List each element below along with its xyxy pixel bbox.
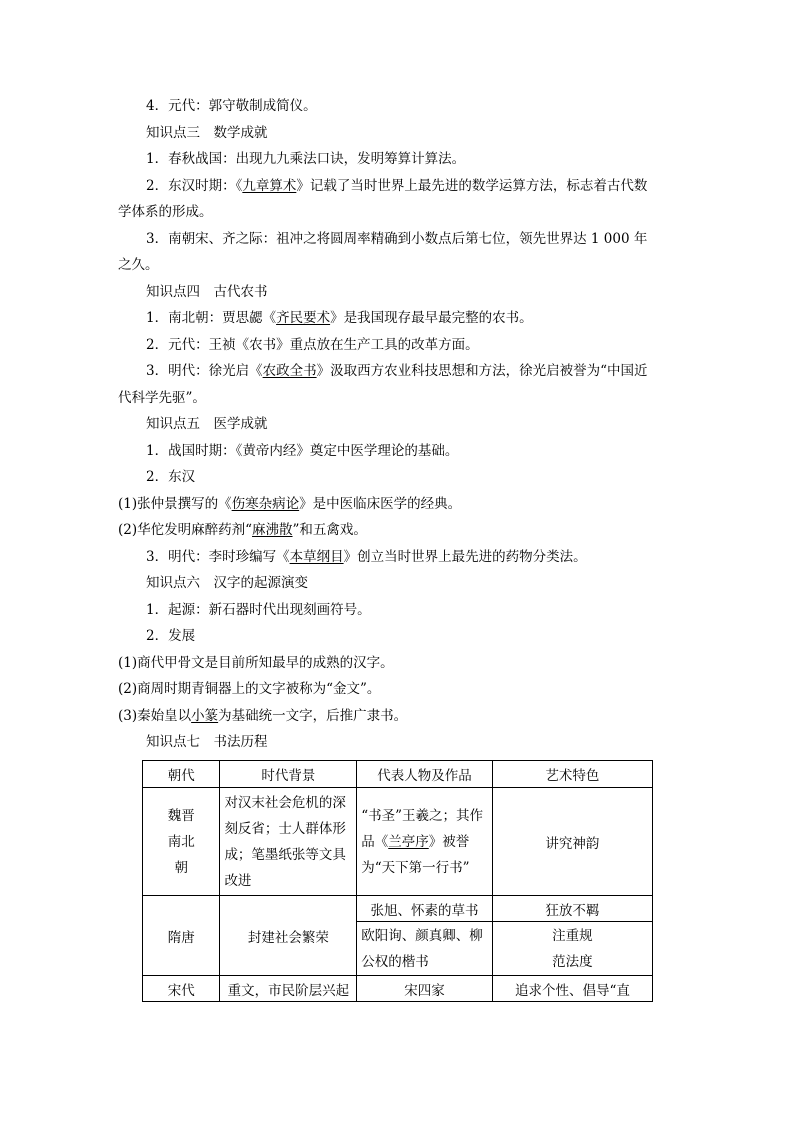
dynasty-line: 魏晋	[167, 807, 195, 824]
table-header-cell: 朝代	[143, 761, 220, 788]
table-header-cell: 时代背景	[220, 761, 357, 788]
dynasty-line: 朝	[174, 859, 188, 876]
paragraph-11: 1．战国时期：《黄帝内经》奠定中医学理论的基础。	[146, 442, 459, 459]
paragraph-3: 1．春秋战国：出现九九乘法口诀，发明筹算计算法。	[146, 151, 466, 167]
table-row	[143, 976, 653, 1002]
section-heading-6: 知识点六 汉字的起源演变	[146, 575, 308, 591]
paragraph-8: 2．元代：王祯《农书》重点放在生产工具的改革方面。	[146, 336, 479, 353]
table-cell-background: 封建社会繁荣	[220, 896, 357, 976]
calligraphy-table	[142, 760, 653, 1002]
table-row	[143, 788, 653, 896]
dynasty-line: 南北	[167, 833, 195, 850]
table-cell-figures: 欧阳询、颜真卿、柳公权的楷书	[357, 922, 493, 976]
paragraph-18: 2．发展	[146, 628, 196, 644]
paragraph-4: 2．东汉时期：《九章算术》记载了当时世界上最先进的数学运算方法，标志着古代数学体系的形成。	[118, 177, 648, 220]
table-cell-feature	[492, 922, 652, 976]
table-cell-feature: 讲究神韵	[492, 788, 652, 896]
section-heading-7: 知识点七 书法历程	[146, 734, 268, 750]
table-cell-feature: 狂放不羁	[492, 896, 652, 922]
paragraph-5: 3．南朝宋、齐之际：祖冲之将圆周率精确到小数点后第七位，领先世界达 1 000 年之久。	[118, 230, 648, 273]
table-cell-dynasty: 宋代	[143, 976, 220, 1002]
paragraph-17: 1．起源：新石器时代出现刻画符号。	[146, 601, 371, 618]
table-cell-dynasty	[143, 788, 220, 896]
table-cell-background: 对汉末社会危机的深刻反省；士人群体形成；笔墨纸张等文具改进	[220, 788, 357, 896]
section-heading-4: 知识点四 古代农书	[146, 283, 268, 300]
paragraph-19: (1)商代甲骨文是目前所知最早的成熟的汉字。	[118, 654, 394, 671]
paragraph-1: 4．元代：郭守敬制成简仪。	[146, 98, 317, 114]
paragraph-9: 3．明代：徐光启《农政全书》汲取西方农业科技思想和方法，徐光启被誉为“中国近代科学先驱”。	[118, 363, 648, 406]
feature-line: 注重规	[552, 927, 593, 944]
table-header-cell: 艺术特色	[492, 761, 652, 788]
paragraph-14: (2)华佗发明麻醉药剂“麻沸散”和五禽戏。	[118, 522, 367, 538]
body-text	[118, 93, 658, 756]
feature-line: 范法度	[552, 953, 593, 970]
table-cell-feature: 追求个性、倡导“直	[492, 976, 652, 1002]
paragraph-7: 1．南北朝：贾思勰《齐民要术》是我国现存最早最完整的农书。	[146, 310, 533, 326]
table-cell-figures: 张旭、怀素的草书	[357, 896, 493, 922]
paragraph-21: (3)秦始皇以小篆为基础统一文字，后推广隶书。	[118, 707, 408, 724]
table-header-row	[143, 761, 653, 788]
table-header-cell: 代表人物及作品	[357, 761, 493, 788]
table-cell-figures: “书圣”王羲之；其作品《兰亭序》被誉为“天下第一行书”	[357, 788, 493, 896]
paragraph-13: (1)张仲景撰写的《伤寒杂病论》是中医临床医学的经典。	[118, 495, 462, 512]
paragraph-15: 3．明代：李时珍编写《本草纲目》创立当时世界上最先进的药物分类法。	[146, 548, 587, 565]
section-heading-5: 知识点五 医学成就	[146, 416, 268, 432]
table-cell-figures: 宋四家	[357, 976, 493, 1002]
section-heading-3: 知识点三 数学成就	[146, 124, 268, 141]
table-cell-dynasty: 隋唐	[143, 896, 220, 976]
table-cell-background: 重文，市民阶层兴起	[220, 976, 357, 1002]
paragraph-12: 2．东汉	[146, 469, 196, 485]
paragraph-20: (2)商周时期青铜器上的文字被称为“金文”。	[118, 681, 381, 697]
table-row	[143, 896, 653, 922]
